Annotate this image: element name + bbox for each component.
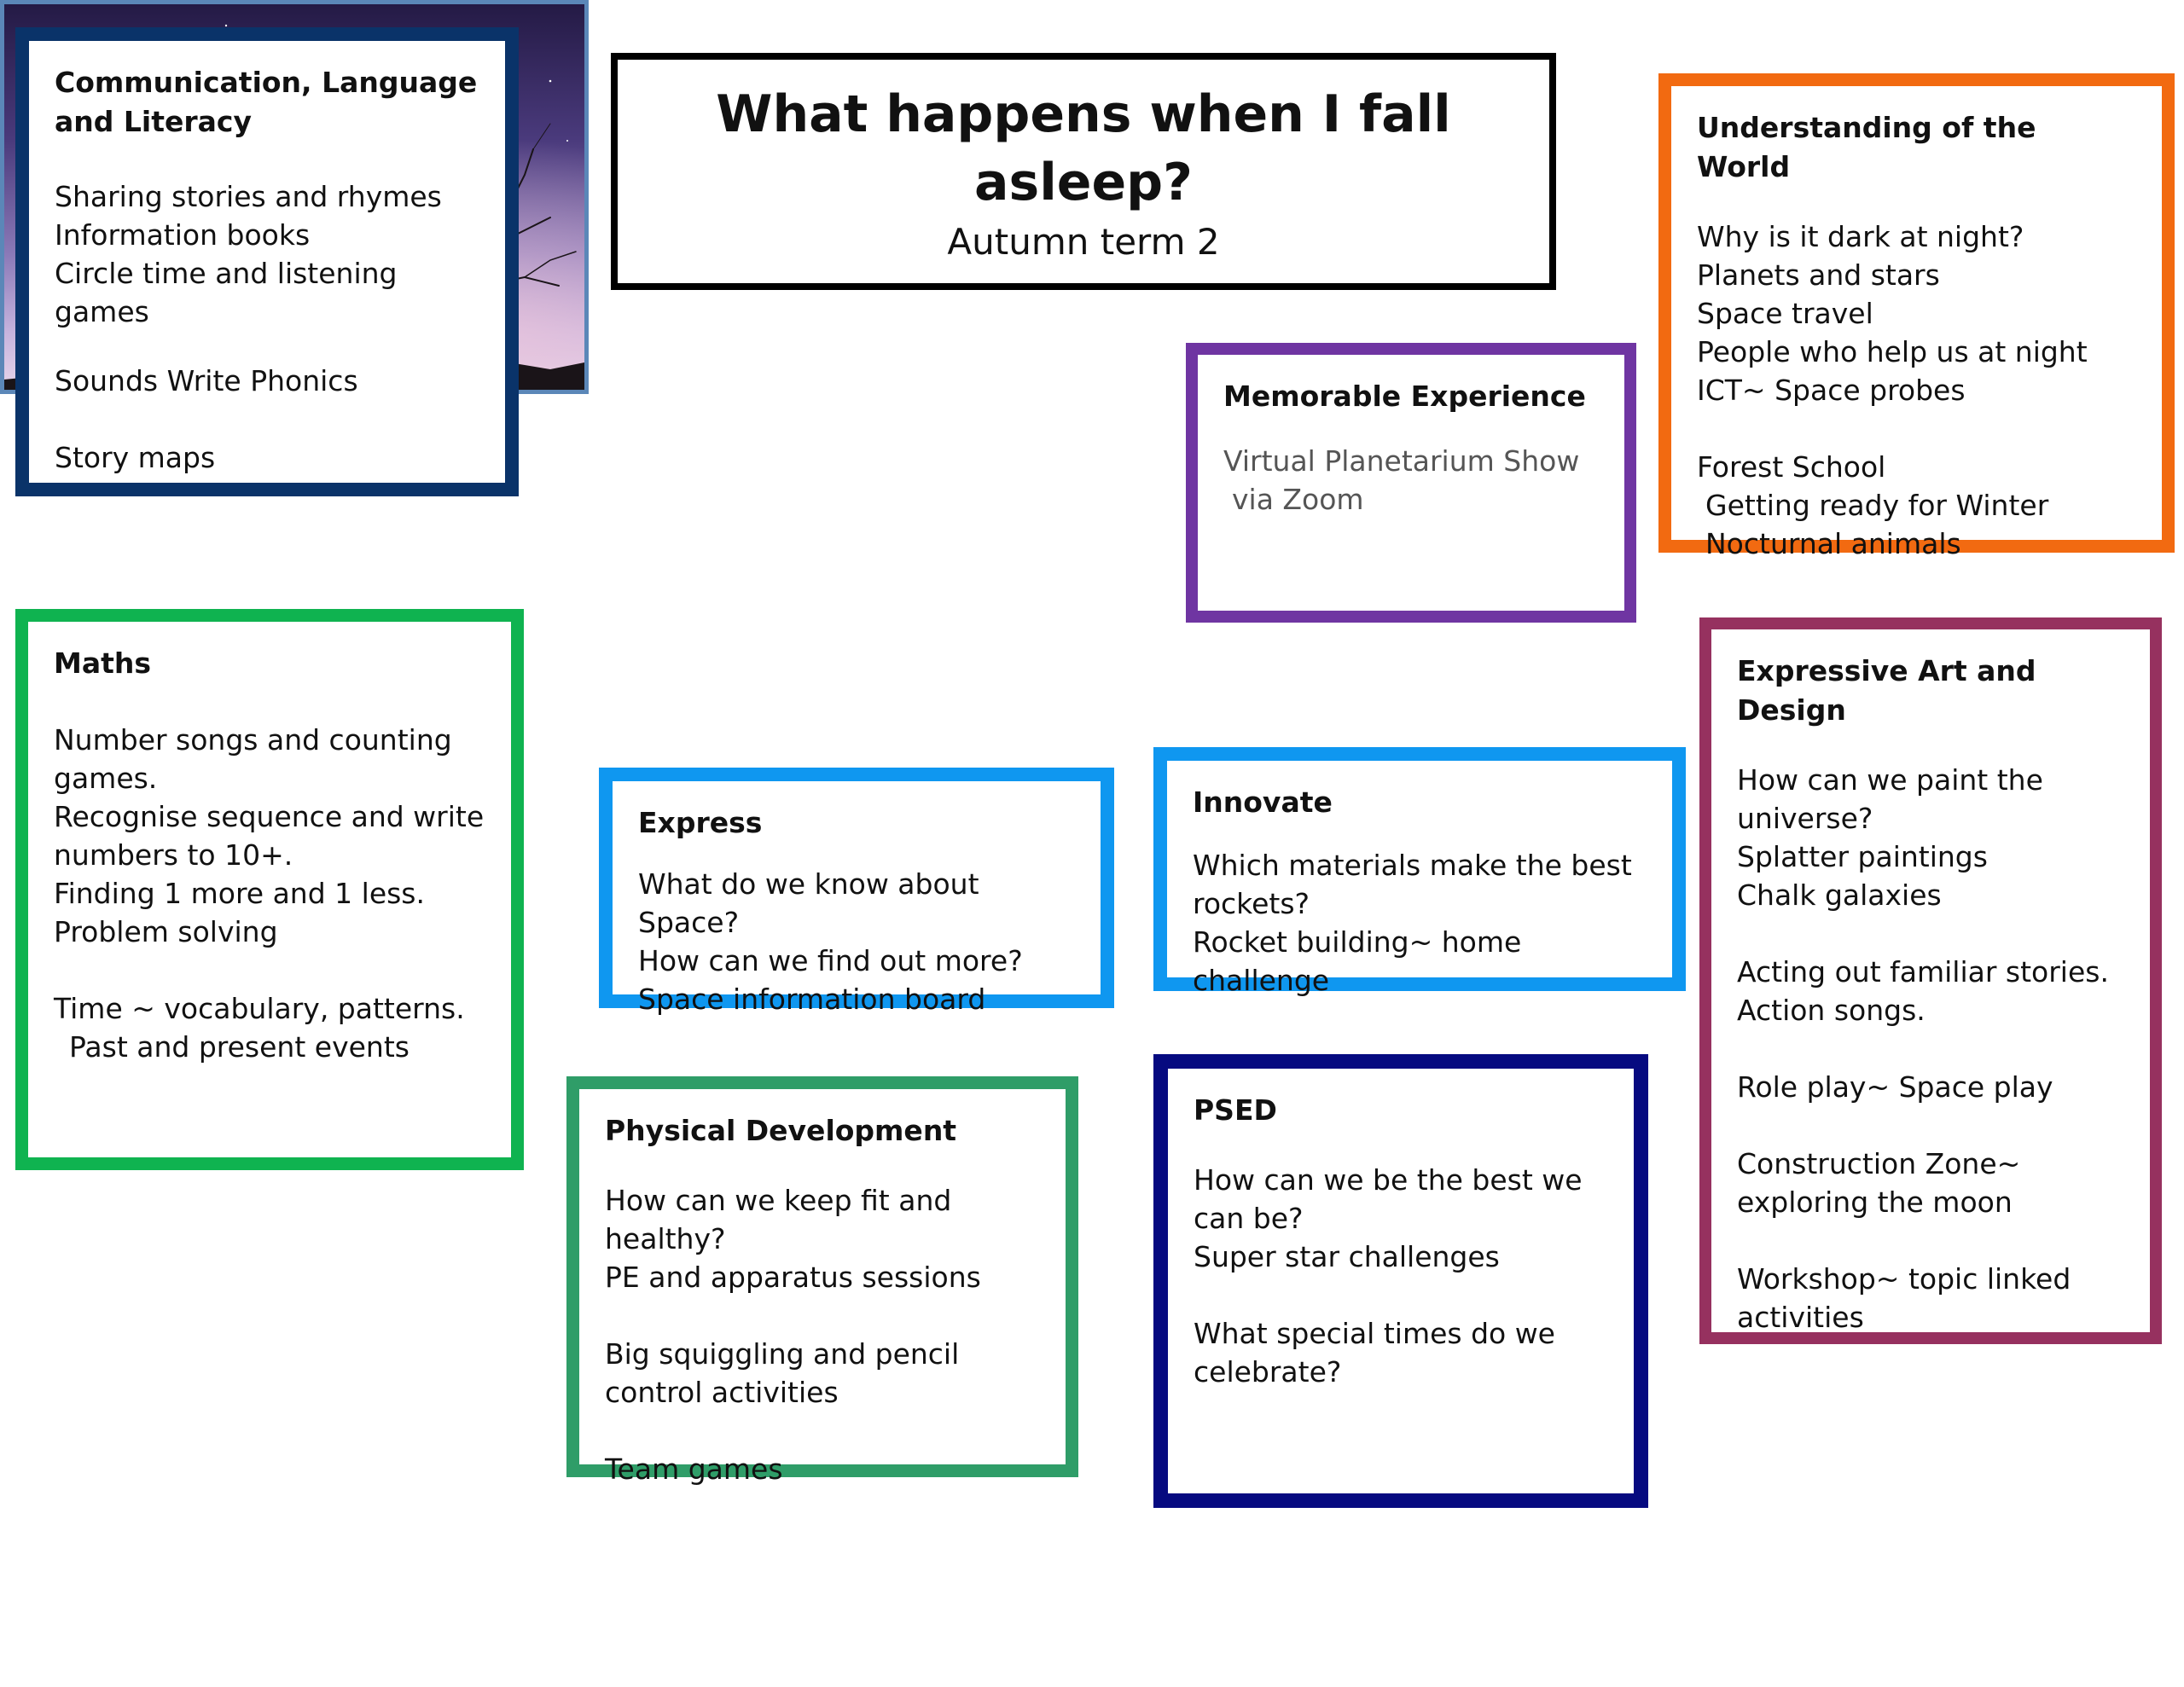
list-item: Which materials make the best rockets? [1193,849,1632,920]
memorable-heading: Memorable Experience [1223,380,1586,413]
communication-heading: Communication, Language and Literacy [55,66,478,138]
page-title: What happens when I fall asleep? [716,84,1451,212]
list-item: Chalk galaxies [1737,878,1942,912]
expressive-heading: Expressive Art and Design [1737,654,2036,727]
express-box [599,768,1114,1016]
list-item: PE and apparatus sessions [605,1261,981,1294]
list-item: How can we paint the universe? [1737,763,2043,835]
page-subtitle: Autumn term 2 [947,221,1220,263]
list-item: Space information board [638,983,986,1016]
list-item: Finding 1 more and 1 less. [54,877,425,910]
physical-development-box [566,1076,1078,1486]
list-item: Workshop~ topic linked activities [1737,1262,2071,1334]
list-item: Information books [55,218,311,252]
memorable-experience-box [1186,343,1636,623]
list-item: Action songs. [1737,994,1926,1027]
list-item: Number songs and counting games. [54,723,452,795]
list-item: Super star challenges [1194,1240,1500,1273]
list-item: Role play~ Space play [1737,1070,2053,1104]
list-item: Sharing stories and rhymes [55,180,442,213]
list-item: Nocturnal animals [1705,527,1961,560]
list-item: Team games [605,1452,783,1486]
understanding-heading: Understanding of the World [1697,111,2036,183]
list-item: Acting out familiar stories. [1737,955,2109,988]
communication-box [15,27,519,496]
psed-box [1153,1054,1648,1508]
maths-box [15,609,524,1170]
list-item: Recognise sequence and write numbers to 10+. [54,800,485,872]
list-item: Construction Zone~ exploring the moon [1737,1147,2021,1219]
list-item: Planets and stars [1697,258,1940,292]
list-item: Virtual Planetarium Show [1223,444,1580,478]
list-item: Why is it dark at night? [1697,220,2024,253]
list-item: ICT~ Space probes [1697,374,1966,407]
list-item: Problem solving [54,915,278,948]
list-item: Big squiggling and pencil control activities [605,1337,960,1409]
understanding-world-box [1658,73,2175,560]
physical-heading: Physical Development [605,1114,957,1147]
list-item: How can we find out more? [638,944,1023,977]
innovate-box [1153,747,1686,997]
psed-heading: PSED [1194,1093,1277,1127]
list-item: People who help us at night [1697,335,2088,368]
maths-heading: Maths [54,646,152,680]
list-item: via Zoom [1232,483,1364,516]
list-item: Time ~ vocabulary, patterns. [54,992,465,1025]
list-item: How can we be the best we can be? [1194,1163,1583,1235]
list-item: Forest School [1697,450,1886,484]
title-box [611,53,1556,290]
list-item: How can we keep fit and healthy? [605,1184,952,1255]
express-heading: Express [638,806,763,839]
list-item: Space travel [1697,297,1873,330]
innovate-heading: Innovate [1193,786,1333,819]
list-item: Splatter paintings [1737,840,1988,873]
list-item: Rocket building~ home challenge [1193,925,1522,997]
list-item: What do we know about Space? [638,867,979,939]
list-item: Getting ready for Winter [1705,489,2049,522]
list-item: Story maps [55,441,216,474]
list-item: What special times do we celebrate? [1194,1317,1555,1388]
list-item: Sounds Write Phonics [55,364,358,397]
expressive-art-box [1699,617,2162,1344]
list-item: Circle time and listening games [55,257,398,328]
list-item: Past and present events [69,1030,410,1064]
